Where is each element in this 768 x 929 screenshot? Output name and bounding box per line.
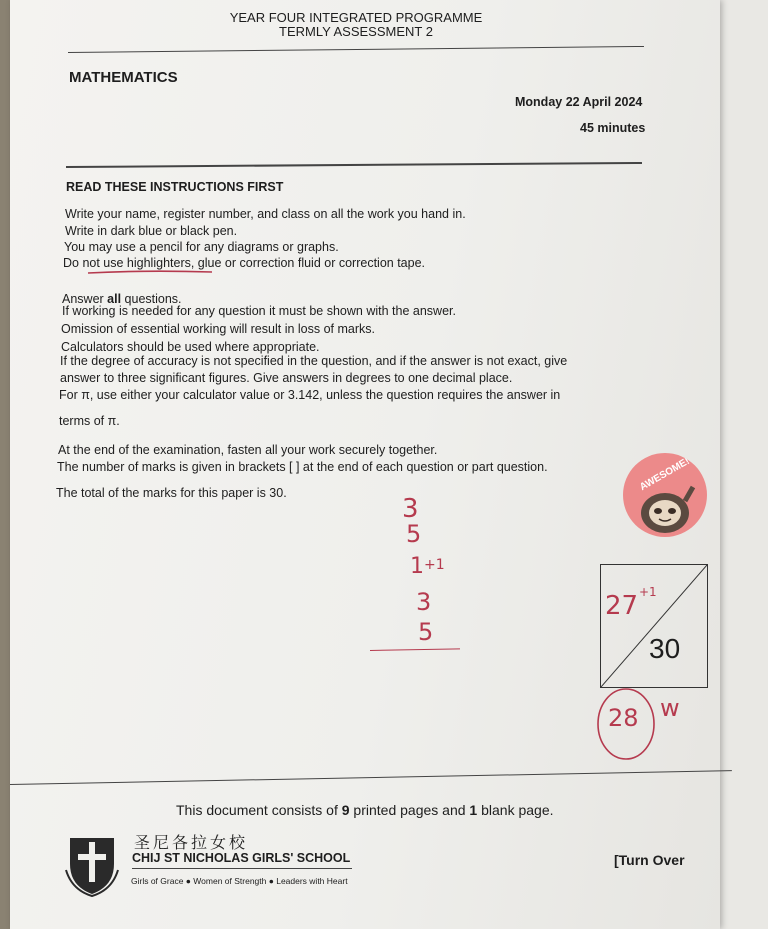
- instructions-heading: READ THESE INSTRUCTIONS FIRST: [66, 180, 284, 194]
- page-count-note: This document consists of 9 printed pages and 1 blank page.: [176, 802, 554, 818]
- sloth-icon: [623, 453, 707, 537]
- school-name: CHIJ ST NICHOLAS GIRLS' SCHOOL: [132, 851, 351, 865]
- tally-number: 1: [410, 554, 424, 579]
- school-name-rule: [132, 868, 352, 869]
- instructions-rule: [66, 162, 642, 168]
- instruction-line: terms of π.: [59, 414, 120, 428]
- instruction-line: If the degree of accuracy is not specified in the question, and if the answer is not exact, give: [60, 354, 568, 368]
- tally-number: 5: [418, 618, 434, 646]
- answer-all-line: Answer all questions.: [62, 292, 182, 306]
- tally-number: 3: [416, 588, 432, 616]
- instruction-line: If working is needed for any question it must be shown with the answer.: [62, 304, 456, 318]
- instruction-line: For π, use either your calculator value or 3.142, unless the question requires the answer in: [59, 388, 561, 402]
- instruction-line: At the end of the examination, fasten all your work securely together.: [58, 443, 438, 457]
- sticker-text: AWESOME!: [637, 455, 692, 494]
- score-box: [600, 564, 708, 688]
- instruction-line: The total of the marks for this paper is 30.: [56, 486, 287, 500]
- footer-rule: [10, 770, 732, 785]
- tally-number: 5: [406, 520, 422, 548]
- header-rule: [68, 46, 644, 53]
- turn-over-label: [Turn Over: [614, 852, 685, 868]
- next-page-edge: [712, 0, 768, 929]
- tally-sum-line: [370, 648, 460, 651]
- instruction-line: Write your name, register number, and class on all the work you hand in.: [65, 207, 466, 221]
- score-total: 30: [649, 633, 681, 664]
- exam-duration: 45 minutes: [580, 121, 646, 135]
- instruction-line: Omission of essential working will result in loss of marks.: [61, 322, 375, 336]
- instruction-line: Write in dark blue or black pen.: [65, 224, 238, 238]
- awesome-sloth-sticker: [623, 453, 707, 537]
- exam-cover-page: [10, 0, 720, 929]
- school-motto: Girls of Grace ● Women of Strength ● Leaders with Heart: [131, 876, 348, 886]
- handwritten-bonus: +1: [639, 585, 657, 599]
- assessment-title: TERMLY ASSESSMENT 2: [279, 24, 433, 39]
- final-score: 28: [608, 704, 639, 732]
- instruction-line: The number of marks is given in brackets [ ] at the end of each question or part question.: [57, 460, 548, 474]
- instruction-line: You may use a pencil for any diagrams or graphs.: [64, 240, 339, 254]
- handwritten-underline: [86, 268, 214, 276]
- instruction-line: Calculators should be used where appropriate.: [61, 340, 320, 354]
- score-box-diagonal: [601, 565, 707, 687]
- programme-title: YEAR FOUR INTEGRATED PROGRAMME: [229, 10, 483, 25]
- instruction-line: Do not use highlighters, glue or correction fluid or correction tape.: [63, 256, 425, 270]
- marker-initials: w: [660, 694, 680, 722]
- subject-title: MATHEMATICS: [69, 69, 178, 86]
- exam-date: Monday 22 April 2024: [515, 95, 643, 109]
- tally-bonus: +1: [424, 557, 445, 573]
- tally-number: 3: [402, 494, 419, 524]
- school-chinese-name: 圣尼各拉女校: [134, 835, 249, 852]
- instruction-line: answer to three significant figures. Give answers in degrees to one decimal place.: [60, 371, 513, 385]
- handwritten-score: 27: [605, 591, 639, 621]
- school-crest-icon: [64, 830, 120, 898]
